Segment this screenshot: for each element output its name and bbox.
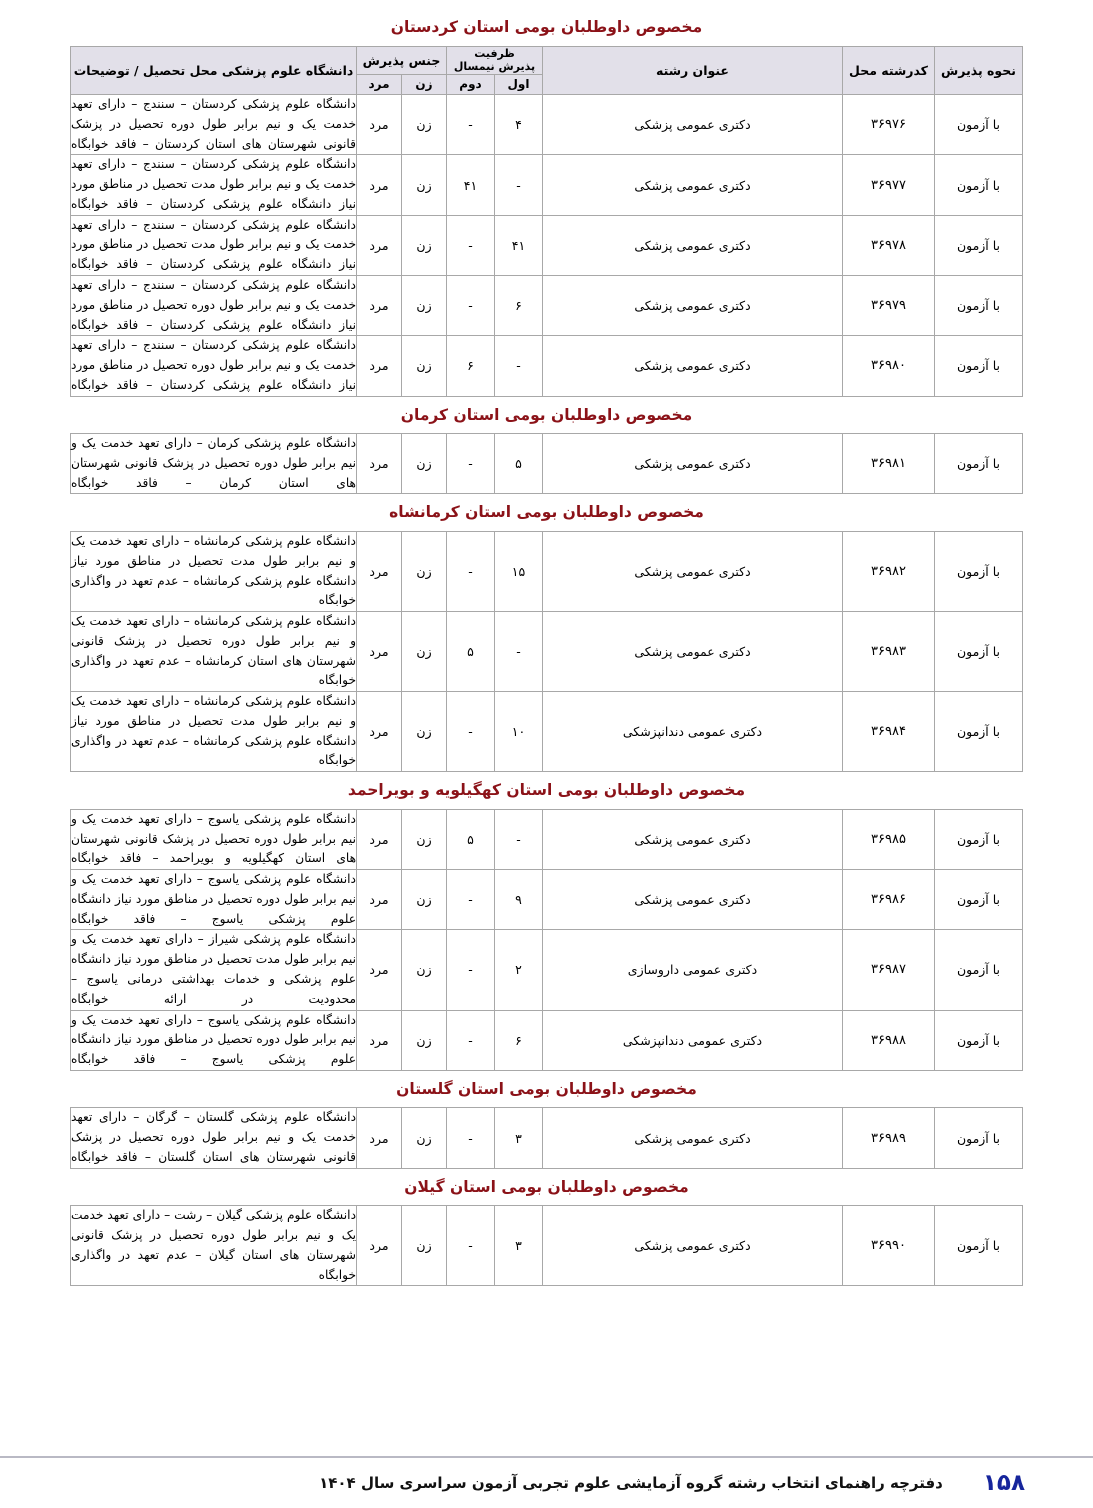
table-row (71, 1010, 1023, 1070)
table-row (71, 155, 1023, 215)
cell-placement-code: ۳۶۹۸۲ (843, 532, 935, 612)
cell-description: دانشگاه علوم پزشکی یاسوج – دارای تعهد خدمت یک و نیم برابر طول دوره تحصیل در پزشک قانونی شهرستان های استان کهگیلویه و بویراحمد – فاقد خوابگاه (71, 809, 357, 869)
cell-capacity-second: - (447, 95, 495, 155)
table-row (71, 95, 1023, 155)
cell-description: دانشگاه علوم پزشکی کردستان – سنندج – دارای تعهد خدمت یک و نیم برابر طول دوره تحصیل در مناطق مورد نیاز دانشگاه علوم پزشکی کردستان – فاقد خوابگاه (71, 336, 357, 396)
cell-capacity-second: ۴۱ (447, 155, 495, 215)
cell-gender-male: مرد (356, 95, 401, 155)
cell-gender-female: زن (402, 336, 447, 396)
cell-gender-male: مرد (357, 612, 402, 692)
cell-gender-male: مرد (357, 930, 402, 1010)
cell-capacity-second: - (447, 275, 495, 335)
table-body (71, 1108, 1023, 1168)
cell-description: دانشگاه علوم پزشکی شیراز – دارای تعهد خدمت یک و نیم برابر طول مدت تحصیل در مناطق مورد نیاز دانشگاه علوم پزشکی و خدمات بهداشتی درمانی یاسوج – محدودیت در ارائه خوابگاه (71, 930, 357, 1010)
th-mode: نحوه پذیرش (935, 46, 1023, 95)
cell-description: دانشگاه علوم پزشکی کرمان – دارای تعهد خدمت یک و نیم برابر طول دوره تحصیل در پزشک قانونی شهرستان های استان کرمان – فاقد خوابگاه (71, 434, 357, 494)
cell-admission-mode: با آزمون (935, 870, 1023, 930)
cell-admission-mode: با آزمون (935, 155, 1023, 215)
cell-gender-male: مرد (357, 1010, 402, 1070)
table-row (71, 532, 1023, 612)
cell-description: دانشگاه علوم پزشکی کردستان – سنندج – دارای تعهد خدمت یک و نیم برابر طول مدت تحصیل در مناطق مورد نیاز دانشگاه علوم پزشکی کردستان – فاقد خوابگاه (71, 155, 357, 215)
table-row (71, 612, 1023, 692)
placements-table (70, 1205, 1023, 1286)
table-header-row-primary (71, 46, 1023, 75)
cell-admission-mode: با آزمون (935, 1206, 1023, 1286)
table-row (71, 275, 1023, 335)
cell-field-title: دکتری عمومی پزشکی (543, 215, 843, 275)
table-body (71, 532, 1023, 772)
section-title: مخصوص داوطلبان بومی استان گیلان (404, 1177, 689, 1196)
cell-field-title: دکتری عمومی پزشکی (543, 434, 843, 494)
cell-field-title: دکتری عمومی پزشکی (543, 336, 843, 396)
th-gender: جنس پذیرش (356, 46, 446, 75)
cell-capacity-second: - (447, 1206, 495, 1286)
th-capacity-second: دوم (447, 75, 495, 95)
cell-admission-mode: با آزمون (935, 95, 1023, 155)
cell-gender-female: زن (402, 930, 447, 1010)
cell-gender-female: زن (402, 1206, 447, 1286)
th-field: عنوان رشته (543, 46, 843, 95)
cell-capacity-first: ۳ (495, 1108, 543, 1168)
cell-description: دانشگاه علوم پزشکی کرمانشاه – دارای تعهد خدمت یک و نیم برابر طول مدت تحصیل در مناطق مورد نیاز دانشگاه علوم پزشکی کرمانشاه – عدم تعهد در واگذاری خوابگاه (71, 692, 357, 772)
cell-capacity-first: - (495, 809, 543, 869)
cell-field-title: دکتری عمومی پزشکی (543, 1206, 843, 1286)
cell-gender-male: مرد (357, 1206, 402, 1286)
cell-gender-male: مرد (357, 434, 402, 494)
cell-placement-code: ۳۶۹۸۱ (843, 434, 935, 494)
cell-placement-code: ۳۶۹۹۰ (843, 1206, 935, 1286)
cell-description: دانشگاه علوم پزشکی گلستان – گرگان – دارای تعهد خدمت یک و نیم برابر طول دوره تحصیل در پزشک قانونی شهرستان های استان گلستان – فاقد خوابگاه (71, 1108, 357, 1168)
table-body (71, 434, 1023, 494)
cell-placement-code: ۳۶۹۸۵ (843, 809, 935, 869)
cell-gender-female: زن (402, 612, 447, 692)
table-row (71, 809, 1023, 869)
cell-gender-female: زن (402, 809, 447, 869)
cell-description: دانشگاه علوم پزشکی گیلان – رشت – دارای تعهد خدمت یک و نیم برابر طول دوره تحصیل در پزشک قانونی شهرستان های استان گیلان – عدم تعهد در واگذاری خوابگاه (71, 1206, 357, 1286)
cell-description: دانشگاه علوم پزشکی کرمانشاه – دارای تعهد خدمت یک و نیم برابر طول دوره تحصیل در پزشک قانونی شهرستان های استان کرمانشاه – عدم تعهد در واگذاری خوابگاه (71, 612, 357, 692)
cell-description: دانشگاه علوم پزشکی کردستان – سنندج – دارای تعهد خدمت یک و نیم برابر طول دوره تحصیل در مناطق مورد نیاز دانشگاه علوم پزشکی کردستان – فاقد خوابگاه (71, 275, 357, 335)
placements-table (70, 531, 1023, 772)
cell-description: دانشگاه علوم پزشکی یاسوج – دارای تعهد خدمت یک و نیم برابر طول دوره تحصیل در مناطق مورد نیاز دانشگاه علوم پزشکی یاسوج – فاقد خوابگاه (71, 1010, 357, 1070)
cell-placement-code: ۳۶۹۸۶ (843, 870, 935, 930)
th-description: دانشگاه علوم پزشکی محل تحصیل / توضیحات (71, 46, 357, 95)
cell-capacity-first: ۹ (495, 870, 543, 930)
cell-gender-female: زن (402, 155, 447, 215)
cell-admission-mode: با آزمون (935, 532, 1023, 612)
cell-gender-female: زن (402, 870, 447, 930)
cell-capacity-second: ۵ (447, 612, 495, 692)
table-row (71, 434, 1023, 494)
cell-capacity-second: - (447, 1010, 495, 1070)
cell-admission-mode: با آزمون (935, 215, 1023, 275)
page-footer (0, 1456, 1093, 1508)
cell-capacity-first: ۱۰ (495, 692, 543, 772)
section-title: مخصوص داوطلبان بومی استان کهگیلویه و بویراحمد (347, 781, 746, 800)
cell-gender-female: زن (402, 215, 447, 275)
cell-gender-male: مرد (356, 336, 401, 396)
cell-gender-male: مرد (356, 275, 401, 335)
table-body (71, 809, 1023, 1070)
cell-field-title: دکتری عمومی دندانپزشکی (543, 1010, 843, 1070)
cell-gender-female: زن (402, 434, 447, 494)
cell-gender-male: مرد (357, 870, 402, 930)
table-row (71, 930, 1023, 1010)
table-row (71, 1108, 1023, 1168)
table-row (71, 336, 1023, 396)
placements-table (70, 433, 1023, 494)
cell-placement-code: ۳۶۹۷۶ (843, 95, 935, 155)
th-capacity-line1: ظرفیت (474, 46, 515, 60)
cell-description: دانشگاه علوم پزشکی کرمانشاه – دارای تعهد خدمت یک و نیم برابر طول مدت تحصیل در مناطق مورد نیاز دانشگاه علوم پزشکی کرمانشاه – عدم تعهد در واگذاری خوابگاه (71, 532, 357, 612)
footer-title: دفترچه راهنمای انتخاب رشته گروه آزمایشی علوم تجربی آزمون سراسری سال ۱۴۰۴ (319, 1474, 943, 1492)
cell-field-title: دکتری عمومی پزشکی (543, 1108, 843, 1168)
cell-field-title: دکتری عمومی پزشکی (543, 532, 843, 612)
cell-placement-code: ۳۶۹۸۸ (843, 1010, 935, 1070)
cell-capacity-first: ۳ (495, 1206, 543, 1286)
cell-placement-code: ۳۶۹۸۷ (843, 930, 935, 1010)
cell-placement-code: ۳۶۹۸۹ (843, 1108, 935, 1168)
cell-admission-mode: با آزمون (935, 1010, 1023, 1070)
cell-placement-code: ۳۶۹۸۳ (843, 612, 935, 692)
table-body (71, 95, 1023, 396)
th-capacity-line2: پذیرش نیمسال (453, 60, 536, 74)
placements-table (70, 46, 1023, 397)
table-body (71, 1206, 1023, 1286)
cell-admission-mode: با آزمون (935, 612, 1023, 692)
cell-field-title: دکتری عمومی پزشکی (543, 870, 843, 930)
th-gender-male: مرد (356, 75, 401, 95)
cell-capacity-second: ۶ (447, 336, 495, 396)
cell-capacity-first: - (495, 612, 543, 692)
cell-admission-mode: با آزمون (935, 434, 1023, 494)
cell-gender-female: زن (402, 1108, 447, 1168)
cell-field-title: دکتری عمومی پزشکی (543, 275, 843, 335)
cell-gender-female: زن (402, 1010, 447, 1070)
cell-admission-mode: با آزمون (935, 336, 1023, 396)
cell-description: دانشگاه علوم پزشکی کردستان – سنندج – دارای تعهد خدمت یک و نیم برابر طول مدت تحصیل در مناطق مورد نیاز دانشگاه علوم پزشکی کردستان – فاقد خوابگاه (71, 215, 357, 275)
table-row (71, 1206, 1023, 1286)
cell-capacity-second: - (447, 532, 495, 612)
cell-field-title: دکتری عمومی پزشکی (543, 809, 843, 869)
section-title: مخصوص داوطلبان بومی استان کرمانشاه (389, 503, 704, 522)
table-row (71, 870, 1023, 930)
cell-capacity-second: - (447, 692, 495, 772)
cell-gender-male: مرد (357, 1108, 402, 1168)
cell-gender-male: مرد (357, 532, 402, 612)
cell-gender-male: مرد (357, 809, 402, 869)
cell-field-title: دکتری عمومی پزشکی (543, 612, 843, 692)
cell-field-title: دکتری عمومی پزشکی (543, 95, 843, 155)
cell-field-title: دکتری عمومی پزشکی (543, 155, 843, 215)
cell-capacity-first: ۲ (495, 930, 543, 1010)
cell-field-title: دکتری عمومی داروسازی (543, 930, 843, 1010)
placements-table (70, 1107, 1023, 1168)
cell-capacity-first: - (495, 336, 543, 396)
cell-placement-code: ۳۶۹۷۹ (843, 275, 935, 335)
table-row (71, 215, 1023, 275)
cell-gender-male: مرد (356, 155, 401, 215)
cell-capacity-first: ۴۱ (495, 215, 543, 275)
cell-capacity-first: ۶ (495, 275, 543, 335)
cell-capacity-second: - (447, 930, 495, 1010)
cell-capacity-first: ۶ (495, 1010, 543, 1070)
section-title: مخصوص داوطلبان بومی استان کرمان (400, 405, 693, 424)
th-code: کدرشته محل (843, 46, 935, 95)
cell-capacity-first: ۵ (495, 434, 543, 494)
section-title: مخصوص داوطلبان بومی استان گلستان (396, 1079, 697, 1098)
cell-field-title: دکتری عمومی دندانپزشکی (543, 692, 843, 772)
cell-capacity-second: - (447, 1108, 495, 1168)
table-row (71, 692, 1023, 772)
cell-admission-mode: با آزمون (935, 809, 1023, 869)
cell-admission-mode: با آزمون (935, 275, 1023, 335)
cell-gender-male: مرد (357, 692, 402, 772)
cell-gender-female: زن (402, 532, 447, 612)
placements-table (70, 809, 1023, 1071)
cell-capacity-second: - (447, 870, 495, 930)
cell-capacity-second: ۵ (447, 809, 495, 869)
cell-gender-female: زن (402, 692, 447, 772)
th-gender-female: زن (402, 75, 447, 95)
th-capacity (447, 46, 543, 75)
cell-gender-female: زن (402, 275, 447, 335)
section-title: مخصوص داوطلبان بومی استان کردستان (390, 18, 703, 36)
cell-placement-code: ۳۶۹۷۸ (843, 215, 935, 275)
cell-capacity-first: ۱۵ (495, 532, 543, 612)
cell-admission-mode: با آزمون (935, 692, 1023, 772)
cell-description: دانشگاه علوم پزشکی یاسوج – دارای تعهد خدمت یک و نیم برابر طول دوره تحصیل در مناطق مورد نیاز دانشگاه علوم پزشکی یاسوج – فاقد خوابگاه (71, 870, 357, 930)
cell-gender-male: مرد (356, 215, 401, 275)
cell-placement-code: ۳۶۹۷۷ (843, 155, 935, 215)
cell-placement-code: ۳۶۹۸۴ (843, 692, 935, 772)
cell-capacity-second: - (447, 434, 495, 494)
th-capacity-first: اول (495, 75, 543, 95)
cell-gender-female: زن (402, 95, 447, 155)
page-number: ۱۵۸ (982, 1470, 1025, 1496)
table-header (71, 46, 1023, 95)
cell-admission-mode: با آزمون (935, 1108, 1023, 1168)
cell-capacity-second: - (447, 215, 495, 275)
cell-capacity-first: ۴ (495, 95, 543, 155)
cell-placement-code: ۳۶۹۸۰ (843, 336, 935, 396)
cell-description: دانشگاه علوم پزشکی کردستان – سنندج – دارای تعهد خدمت یک و نیم برابر طول دوره تحصیل در پزشک قانونی شهرستان های استان کردستان – فاقد خوابگاه (71, 95, 357, 155)
cell-admission-mode: با آزمون (935, 930, 1023, 1010)
cell-capacity-first: - (495, 155, 543, 215)
